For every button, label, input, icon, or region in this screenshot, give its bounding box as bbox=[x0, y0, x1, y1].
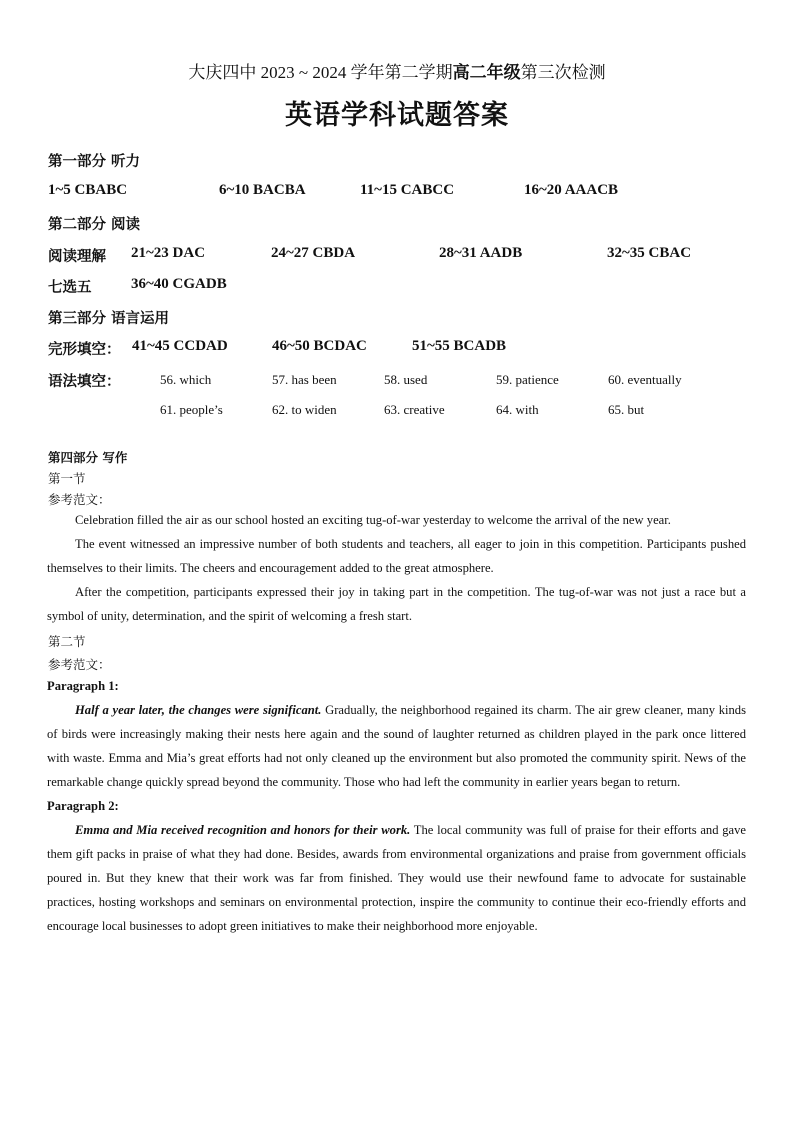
part2-title: 第二部分 阅读 bbox=[48, 217, 141, 233]
essay1 bbox=[47, 508, 746, 628]
grammar-answer: 63. creative bbox=[384, 402, 445, 417]
section1-title: 第一节 bbox=[48, 471, 86, 486]
header-test-name: 第三次检测 bbox=[520, 63, 606, 82]
grammar-answer: 61. people’s bbox=[160, 402, 223, 417]
reading-label: 阅读理解 bbox=[48, 249, 106, 265]
paragraph2-label: Paragraph 2: bbox=[47, 799, 119, 813]
part3-title: 第三部分 语言运用 bbox=[48, 311, 170, 327]
listening-answers-3: 11~15 CABCC bbox=[360, 182, 455, 198]
reading-answers-2: 24~27 CBDA bbox=[271, 245, 356, 261]
paragraph2-lead: Emma and Mia received recognition and honors for their work. bbox=[75, 823, 411, 837]
reading-answers-4: 32~35 CBAC bbox=[607, 245, 692, 261]
grammar-answer: 56. which bbox=[160, 372, 212, 387]
paragraph1-label: Paragraph 1: bbox=[47, 679, 119, 693]
listening-answers-4: 16~20 AAACB bbox=[524, 182, 619, 198]
reading-answers-1: 21~23 DAC bbox=[131, 245, 206, 261]
reference-essay-label: 参考范文： bbox=[48, 492, 111, 507]
grammar-fill-label: 语法填空： bbox=[48, 374, 121, 390]
header-school-term: 大庆四中 2023 ~ 2024 学年第二学期 bbox=[188, 63, 453, 82]
essay1-paragraph: Celebration filled the air as our school hosted an exciting tug-of-war yesterday to welcome the arrival of the new year. bbox=[75, 513, 671, 527]
essay2 bbox=[47, 674, 746, 938]
cloze-answers-2: 46~50 BCDAC bbox=[272, 338, 367, 354]
page-title: 英语学科试题答案 bbox=[285, 100, 509, 131]
grammar-answer: 57. has been bbox=[272, 372, 337, 387]
part1-title: 第一部分 听力 bbox=[48, 154, 141, 170]
grammar-answer: 65. but bbox=[608, 402, 645, 417]
grammar-answer: 64. with bbox=[496, 402, 539, 417]
section2-title: 第二节 bbox=[48, 634, 86, 649]
reading-answers-3: 28~31 AADB bbox=[439, 245, 523, 261]
cloze-answers-3: 51~55 BCADB bbox=[412, 338, 507, 354]
reference-essay-label: 参考范文： bbox=[48, 657, 111, 672]
cloze-answers-1: 41~45 CCDAD bbox=[132, 338, 228, 354]
header-grade: 高二年级 bbox=[452, 63, 521, 82]
cloze-label: 完形填空： bbox=[48, 342, 121, 358]
grammar-answer: 62. to widen bbox=[272, 402, 337, 417]
grammar-answer: 60. eventually bbox=[608, 372, 682, 387]
essay1-paragraph: The event witnessed an impressive number of both students and teachers, all eager to join in this competition. Participants pushed themselves to their limits. The cheers and encouragement added to the great atmosphere. bbox=[47, 537, 746, 575]
paragraph2-body: The local community was full of praise for their efforts and gave them gift packs in praise of what they had done. Besides, awards from environmental organizations and praise from government officials poured in. But they knew that their work was far from finished. They would use their newfound fame to advocate for sustainable practices, hosting workshops and seminars on environmental protection, inspire the community to continue their eco-friendly efforts and encourage local businesses to adopt green initiatives to make their neighborhood more enjoyable. bbox=[47, 823, 746, 933]
seven-choose-five-label: 七选五 bbox=[48, 280, 92, 296]
paragraph2-text bbox=[47, 818, 746, 938]
listening-answers-1: 1~5 CBABC bbox=[48, 182, 128, 198]
paragraph1-lead: Half a year later, the changes were significant. bbox=[75, 703, 322, 717]
part4-title: 第四部分 写作 bbox=[48, 450, 128, 465]
seven-choose-five-answers: 36~40 CGADB bbox=[131, 276, 227, 292]
paragraph1-body: Gradually, the neighborhood regained its charm. The air grew cleaner, many kinds of birds were increasingly making their nests here again and the sound of laughter returned as children played in the park once littered with waste. Emma and Mia’s great efforts had not only cleaned up the environment but also promoted the community spirit. News of the remarkable change quickly spread beyond the community. Those who had left the community in earlier years began to return. bbox=[47, 703, 746, 789]
essay1-paragraph: After the competition, participants expressed their joy in taking part in the competition. The tug-of-war was not just a race but a symbol of unity, determination, and the spirit of welcoming a fresh start. bbox=[47, 585, 746, 623]
grammar-answer: 59. patience bbox=[496, 372, 559, 387]
exam-header-line bbox=[0, 58, 794, 83]
listening-answers-2: 6~10 BACBA bbox=[219, 182, 306, 198]
paragraph1-text bbox=[47, 698, 746, 794]
grammar-answer: 58. used bbox=[384, 372, 428, 387]
